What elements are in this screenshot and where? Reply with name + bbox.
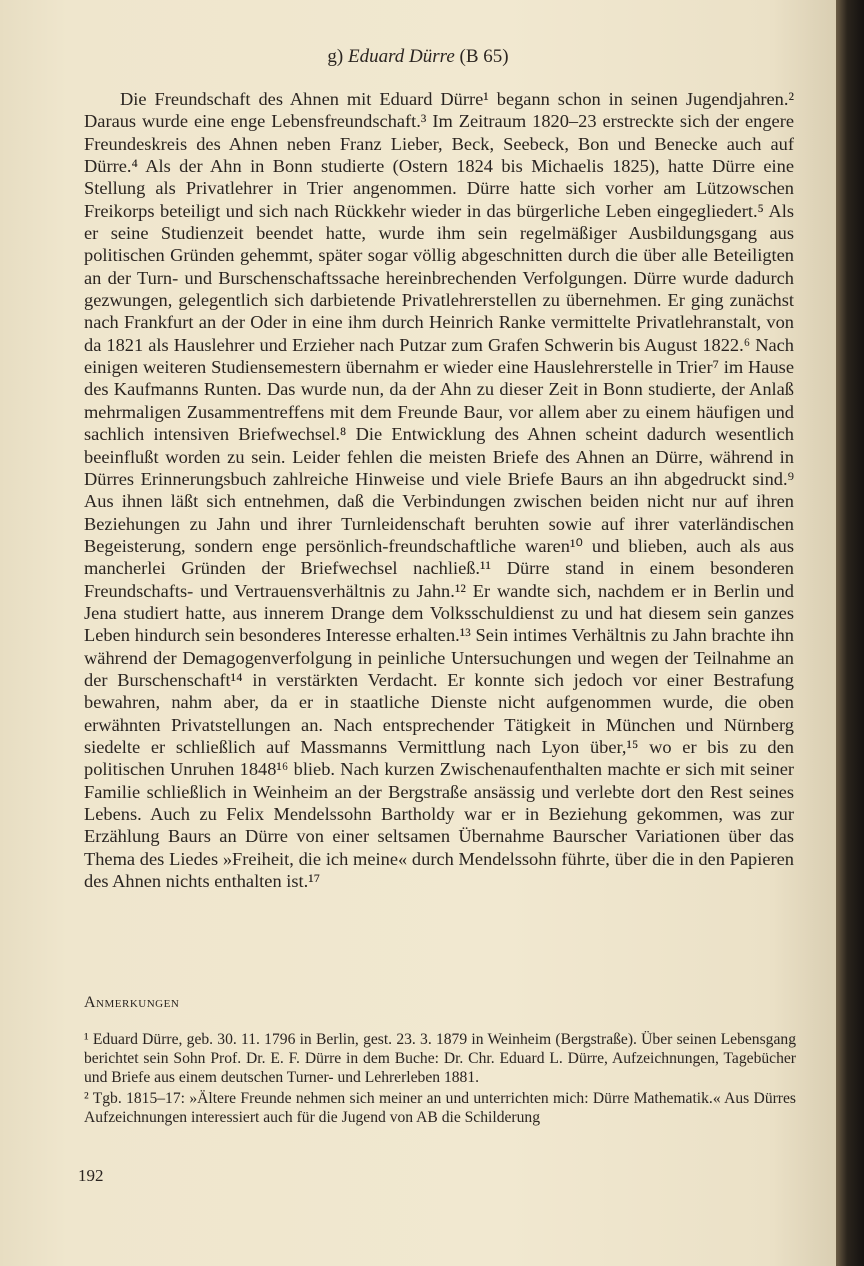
binding-shadow xyxy=(836,0,864,1266)
heading-name: Eduard Dürre xyxy=(347,46,455,67)
main-text xyxy=(84,88,794,892)
section-heading xyxy=(0,46,836,68)
footnote-2: ² Tgb. 1815–17: »Ältere Freunde nehmen sich meiner an und unterrichten mich: Dürre Mathematik.« Aus Dürres Aufzeichnungen interessiert auch für die Jugend von AB die Schilderung xyxy=(84,1089,796,1126)
body-paragraph: Die Freundschaft des Ahnen mit Eduard Dürre¹ begann schon in seinen Jugendjahren.² Daraus wurde eine enge Lebensfreundschaft.³ Im Zeitraum 1820–23 erstreckte sich der engere Freundeskreis des Ahnen neben Franz Lieber, Beck, Seebeck, Bon und Benecke auch auf Dürre.⁴ Als der Ahn in Bonn studierte (Ostern 1824 bis Michaelis 1825), hatte Dürre eine Stellung als Privatlehrer in Trier angenommen. Dürre hatte sich vorher am Lützowschen Freikorps beteiligt und sich nach Rückkehr wieder in das bürgerliche Leben eingegliedert.⁵ Als er seine Studienzeit beendet hatte, wurde ihm sein regelmäßiger Ausbildungsgang aus politischen Gründen gehemmt, später sogar völlig abgeschnitten durch die über alle Beteiligten an der Turn- und Burschenschaftssache hereinbrechenden Verfolgungen. Dürre wurde dadurch gezwungen, gelegentlich sich darbietende Privatlehrerstellen zu übernehmen. Er ging zunächst nach Frankfurt an der Oder in eine ihm durch Heinrich Ranke vermittelte Privatlehranstalt, von da 1821 als Hauslehrer und Erzieher nach Putzar zum Grafen Schwerin bis August 1822.⁶ Nach einigen weiteren Studiensemestern übernahm er wieder eine Hauslehrerstelle in Trier⁷ im Hause des Kaufmanns Runten. Das wurde nun, da der Ahn zu dieser Zeit in Bonn studierte, der Anlaß mehrmaligen Zusammentreffens mit dem Freunde Baur, vor allem aber zu einem häufigen und sachlich intensiven Briefwechsel.⁸ Die Entwicklung des Ahnen scheint dadurch wesentlich beeinflußt worden zu sein. Leider fehlen die meisten Briefe des Ahnen an Dürre, während in Dürres Erinnerungsbuch zahlreiche Hinweise und viele Briefe Baurs an ihn abgedruckt sind.⁹ Aus ihnen läßt sich entnehmen, daß die Verbindungen zwischen beiden nicht nur auf ihren Beziehungen zu Jahn und ihrer Turnleidenschaft beruhten sowie auf ihrer vaterländischen Begeisterung, sondern enge persönlich-freundschaftliche waren¹⁰ und blieben, auch als aus mancherlei Gründen der Briefwechsel nachließ.¹¹ Dürre stand in einem besonderen Freundschafts- und Vertrauensverhältnis zu Jahn.¹² Er wandte sich, nachdem er in Berlin und Jena studiert hatte, aus innerem Drange dem Volksschuldienst zu und hat diesem sein ganzes Leben hindurch sein besonderes Interesse erhalten.¹³ Sein intimes Verhältnis zu Jahn brachte ihn während der Demagogenverfolgung in peinliche Untersuchungen und wegen der Teilnahme an der Burschenschaft¹⁴ in verstärkten Verdacht. Er konnte sich jedoch vor einer Bestrafung bewahren, nahm aber, da er in staatliche Dienste nicht aufgenommen wurde, die oben erwähnten Privatstellungen an. Nach entsprechender Tätigkeit in München und Nürnberg siedelte er schließlich auf Massmanns Vermittlung nach Lyon über,¹⁵ wo er bis zu den politischen Unruhen 1848¹⁶ blieb. Nach kurzen Zwischenaufenthalten machte er sich mit seiner Familie schließlich in Weinheim an der Bergstraße ansässig und verlebte dort den Rest seines Lebens. Auch zu Felix Mendelssohn Bartholdy war er in Beziehung gekommen, was zur Erzählung Baurs an Dürre von einer seltsamen Übernahme Baurscher Variationen über das Thema des Liedes »Freiheit, die ich meine« durch Mendelssohn führte, über die in den Papieren des Ahnen nichts enthalten ist.¹⁷ xyxy=(84,89,794,892)
notes-heading: Anmerkungen xyxy=(84,994,180,1011)
page-number: 192 xyxy=(78,1166,104,1185)
footnotes xyxy=(84,1030,796,1128)
heading-prefix: g) xyxy=(327,46,348,67)
footnote-1: ¹ Eduard Dürre, geb. 30. 11. 1796 in Berlin, gest. 23. 3. 1879 in Weinheim (Bergstraße). Über seinen Lebensgang berichtet sein Sohn Prof. Dr. E. F. Dürre in dem Buche: Dr. Chr. Eduard L. Dürre, Aufzeichnungen, Tagebücher und Briefe aus einem deutschen Turner- und Lehrerleben 1881. xyxy=(84,1031,796,1087)
heading-suffix: (B 65) xyxy=(454,46,509,67)
